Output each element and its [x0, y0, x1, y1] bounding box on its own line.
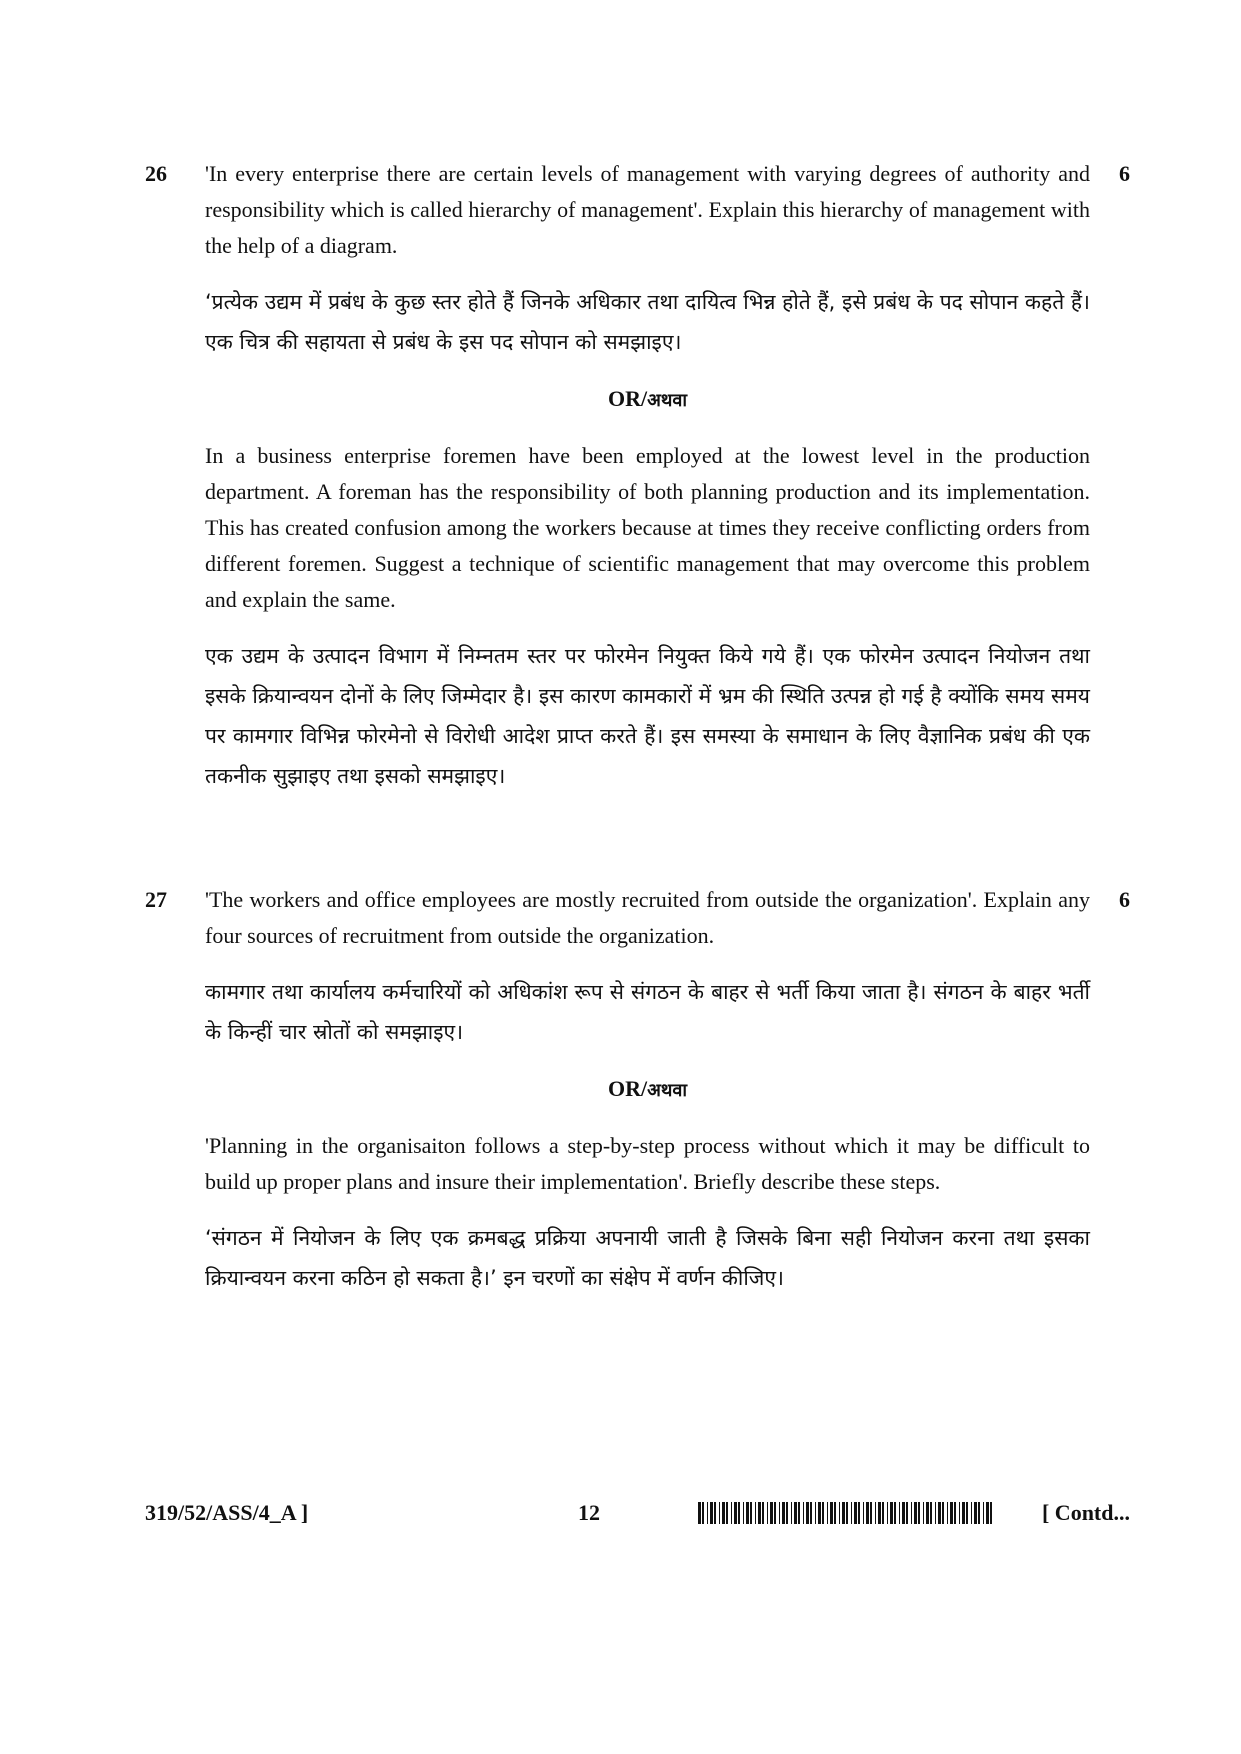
- question-text-english: 'In every enterprise there are certain levels of management with varying degrees of authority and responsibility which is called hierarchy of management'. Explain this hierarchy of management with the help of a diagram.: [205, 161, 1090, 258]
- question-27: [145, 882, 1130, 1298]
- question-number: 26: [145, 161, 167, 186]
- or-label: OR/: [607, 386, 648, 411]
- or-separator: [205, 386, 1090, 412]
- alternative-text-hindi: ‘संगठन में नियोजन के लिए एक क्रमबद्ध प्रक्रिया अपनायी जाती है जिसके बिना सही नियोजन करना तथा इसका क्रियान्वयन करना कठिन हो सकता है।’ इन चरणों का संक्षेप में वर्णन कीजिए।: [205, 1226, 1090, 1290]
- question-marks: 6: [1119, 887, 1130, 912]
- barcode: [698, 1502, 996, 1524]
- question-26: [145, 156, 1130, 796]
- alternative-text-hindi: एक उद्यम के उत्पादन विभाग में निम्नतम स्तर पर फोरमेन नियुक्त किये गये हैं। एक फोरमेन उत्पादन नियोजन तथा इसके क्रियान्वयन दोनों के लिए जिम्मेदार है। इस कारण कामकारों में भ्रम की स्थिति उत्पन्न हो गई है क्योंकि समय समय पर कामगार विभिन्न फोरमेनो से विरोधी आदेश प्राप्त करते हैं। इस समस्या के समाधान के लिए वैज्ञानिक प्रबंध की एक तकनीक सुझाइए तथा इसको समझाइए।: [205, 644, 1090, 788]
- question-marks: 6: [1119, 161, 1130, 186]
- or-label-hindi: अथवा: [647, 1080, 688, 1101]
- question-number: 27: [145, 887, 167, 912]
- or-label-hindi: अथवा: [647, 390, 688, 411]
- page-number: 12: [578, 1500, 600, 1525]
- question-text-hindi: कामगार तथा कार्यालय कर्मचारियों को अधिकांश रूप से संगठन के बाहर से भर्ती किया जाता है। संगठन के बाहर भर्ती के किन्हीं चार स्रोतों को समझाइए।: [205, 980, 1090, 1044]
- paper-code: 319/52/ASS/4_A ]: [145, 1500, 309, 1525]
- or-separator: [205, 1076, 1090, 1102]
- or-label: OR/: [607, 1076, 648, 1101]
- question-text-hindi: ‘प्रत्येक उद्यम में प्रबंध के कुछ स्तर होते हैं जिनके अधिकार तथा दायित्व भिन्न होते हैं, इसे प्रबंध के पद सोपान कहते हैं। एक चित्र की सहायता से प्रबंध के इस पद सोपान को समझाइए।: [205, 290, 1090, 354]
- continued-label: [ Contd...: [1041, 1500, 1130, 1525]
- page-footer: [145, 1500, 1130, 1540]
- alternative-text-english: In a business enterprise foremen have been employed at the lowest level in the production department. A foreman has the responsibility of both planning production and its implementation. This has created confusion among the workers because at times they receive conflicting orders from different foremen. Suggest a technique of scientific management that may overcome this problem and explain the same.: [205, 443, 1090, 612]
- question-text-english: 'The workers and office employees are mostly recruited from outside the organization'. Explain any four sources of recruitment from outside the organization.: [205, 887, 1090, 948]
- alternative-text-english: 'Planning in the organisaiton follows a step-by-step process without which it may be difficult to build up proper plans and insure their implementation'. Briefly describe these steps.: [205, 1133, 1090, 1194]
